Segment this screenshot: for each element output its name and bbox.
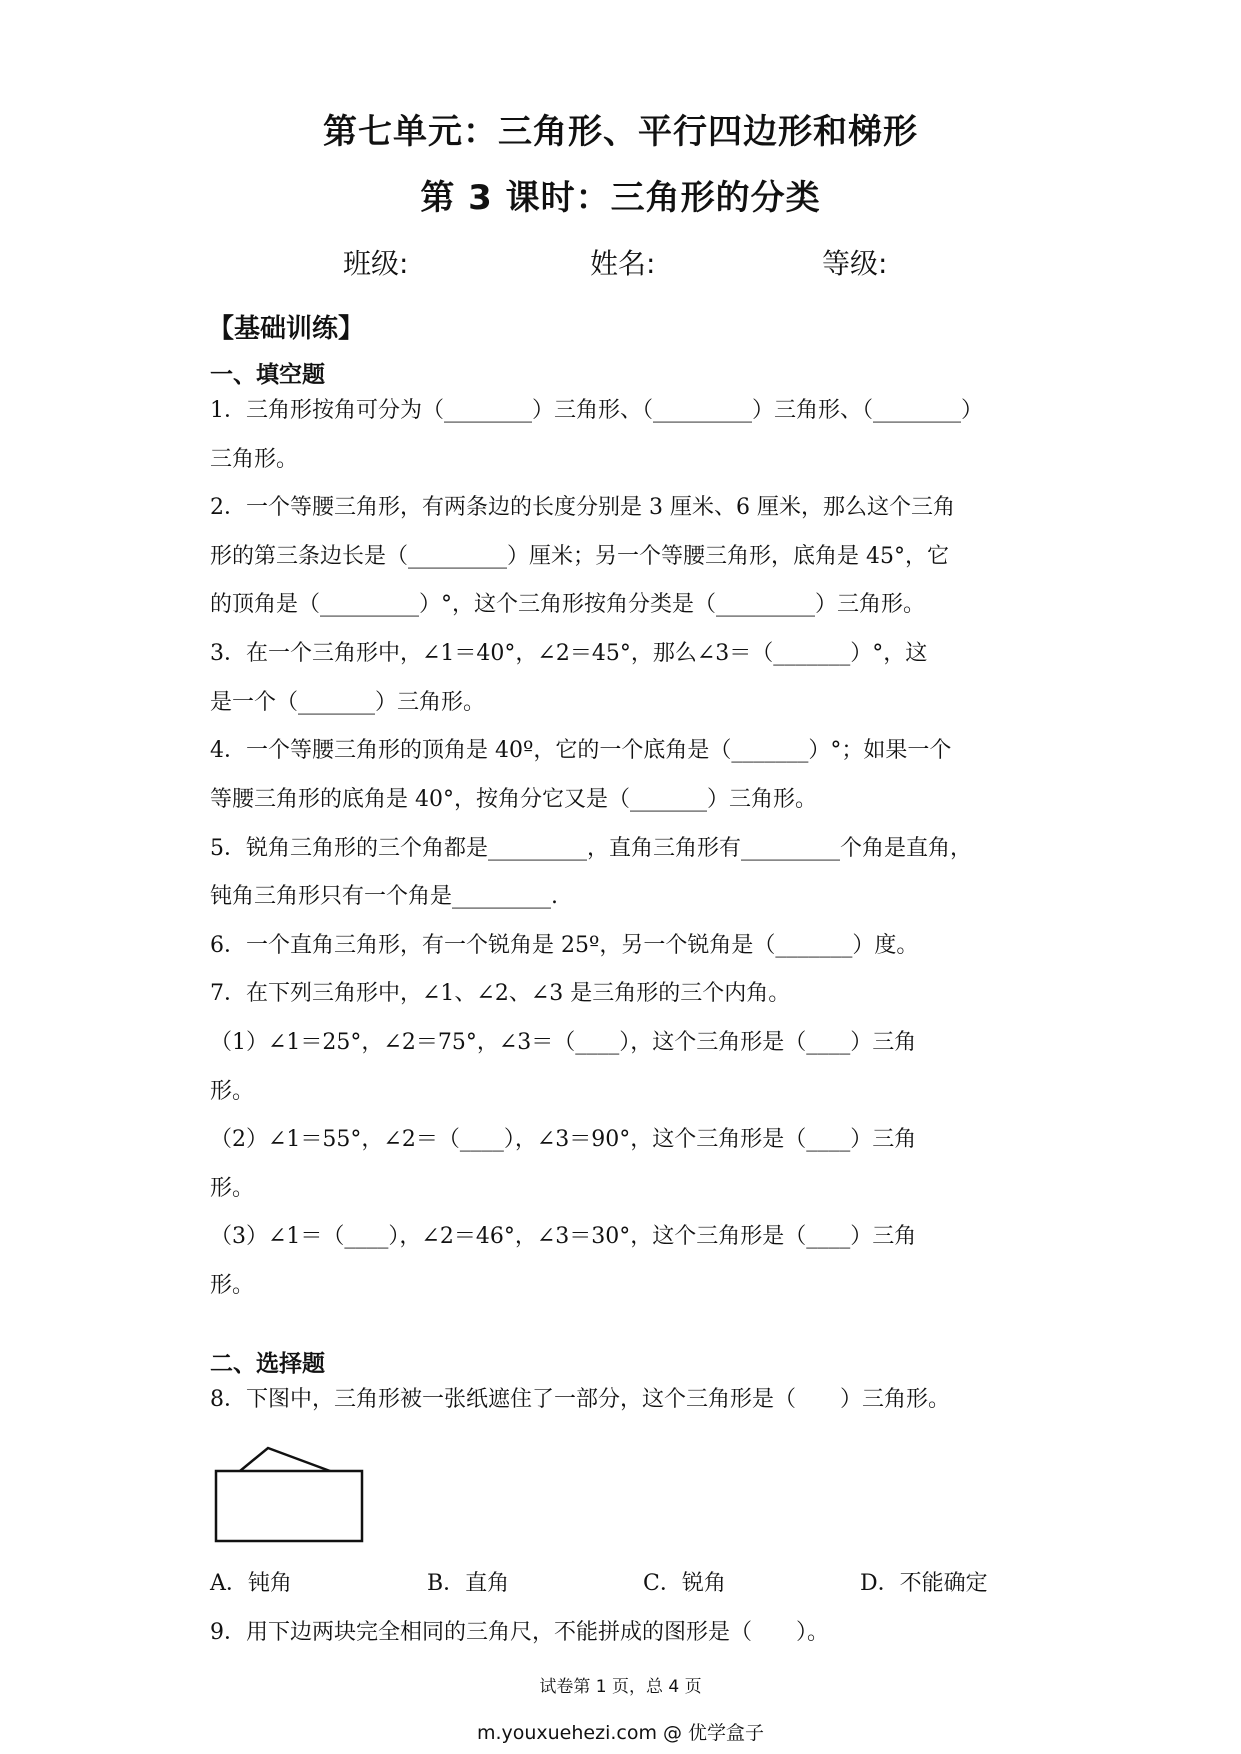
page-footer: 试卷第 1 页，总 4 页 [539, 1677, 702, 1697]
question-7: 7．在下列三角形中，∠1、∠2、∠3 是三角形的三个内角。 [210, 981, 791, 1006]
unit-title: 第七单元：三角形、平行四边形和梯形 [323, 112, 918, 152]
section-fill-blank-heading: 一、填空题 [210, 362, 325, 388]
question-7-1-line-1: （1）∠1＝25°，∠2＝75°，∠3＝（____），这个三角形是（____）三角 [210, 1030, 917, 1055]
question-7-3-line-2: 形。 [210, 1273, 255, 1298]
question-2-line-2: 形的第三条边长是（_________）厘米；另一个等腰三角形，底角是 45°，它 [210, 544, 949, 569]
question-5-line-2: 钝角三角形只有一个角是_________. [210, 884, 558, 909]
name-label: 姓名: [590, 247, 656, 280]
option-d[interactable]: D．不能确定 [860, 1571, 988, 1596]
question-6: 6．一个直角三角形，有一个锐角是 25º，另一个锐角是（_______）度。 [210, 933, 919, 958]
site-watermark: m.youxuehezi.com @ 优学盒子 [476, 1722, 765, 1744]
section-choice-heading: 二、选择题 [210, 1351, 325, 1377]
question-8: 8．下图中，三角形被一张纸遮住了一部分，这个三角形是（ ）三角形。 [210, 1387, 950, 1412]
question-3-line-2: 是一个（_______）三角形。 [210, 690, 486, 715]
question-3-line-1: 3．在一个三角形中，∠1＝40°，∠2＝45°，那么∠3＝（_______）°，这 [210, 641, 928, 666]
covered-triangle-figure [214, 1434, 366, 1544]
grade-label: 等级: [822, 247, 888, 280]
question-4-line-1: 4．一个等腰三角形的顶角是 40º，它的一个底角是（_______）°；如果一个 [210, 738, 952, 763]
question-7-2-line-1: （2）∠1＝55°，∠2＝（____），∠3＝90°，这个三角形是（____）三角 [210, 1127, 917, 1152]
basic-training-heading: 【基础训练】 [208, 314, 365, 344]
question-7-1-line-2: 形。 [210, 1079, 255, 1104]
question-4-line-2: 等腰三角形的底角是 40°，按角分它又是（_______）三角形。 [210, 787, 817, 812]
question-1-line-2: 三角形。 [210, 447, 299, 472]
class-label: 班级: [343, 247, 409, 280]
question-1-line-1: 1．三角形按角可分为（________）三角形、（_________）三角形、（________） [210, 398, 983, 423]
option-a[interactable]: A．钝角 [210, 1571, 292, 1596]
option-b[interactable]: B．直角 [427, 1571, 510, 1596]
question-5-line-1: 5．锐角三角形的三个角都是_________，直角三角形有_________个角是直角， [210, 836, 972, 861]
question-7-3-line-1: （3）∠1＝（____），∠2＝46°，∠3＝30°，这个三角形是（____）三角 [210, 1224, 917, 1249]
question-7-2-line-2: 形。 [210, 1176, 255, 1201]
covering-paper [216, 1471, 362, 1541]
question-9: 9．用下边两块完全相同的三角尺，不能拼成的图形是（ ）。 [210, 1620, 829, 1645]
lesson-title: 第 3 课时：三角形的分类 [420, 178, 821, 218]
option-c[interactable]: C．锐角 [643, 1571, 726, 1596]
question-2-line-3: 的顶角是（_________）°，这个三角形按角分类是（_________）三角形。 [210, 592, 926, 617]
question-2-line-1: 2．一个等腰三角形，有两条边的长度分别是 3 厘米、6 厘米，那么这个三角 [210, 495, 955, 520]
triangle-top-edges [240, 1448, 330, 1471]
